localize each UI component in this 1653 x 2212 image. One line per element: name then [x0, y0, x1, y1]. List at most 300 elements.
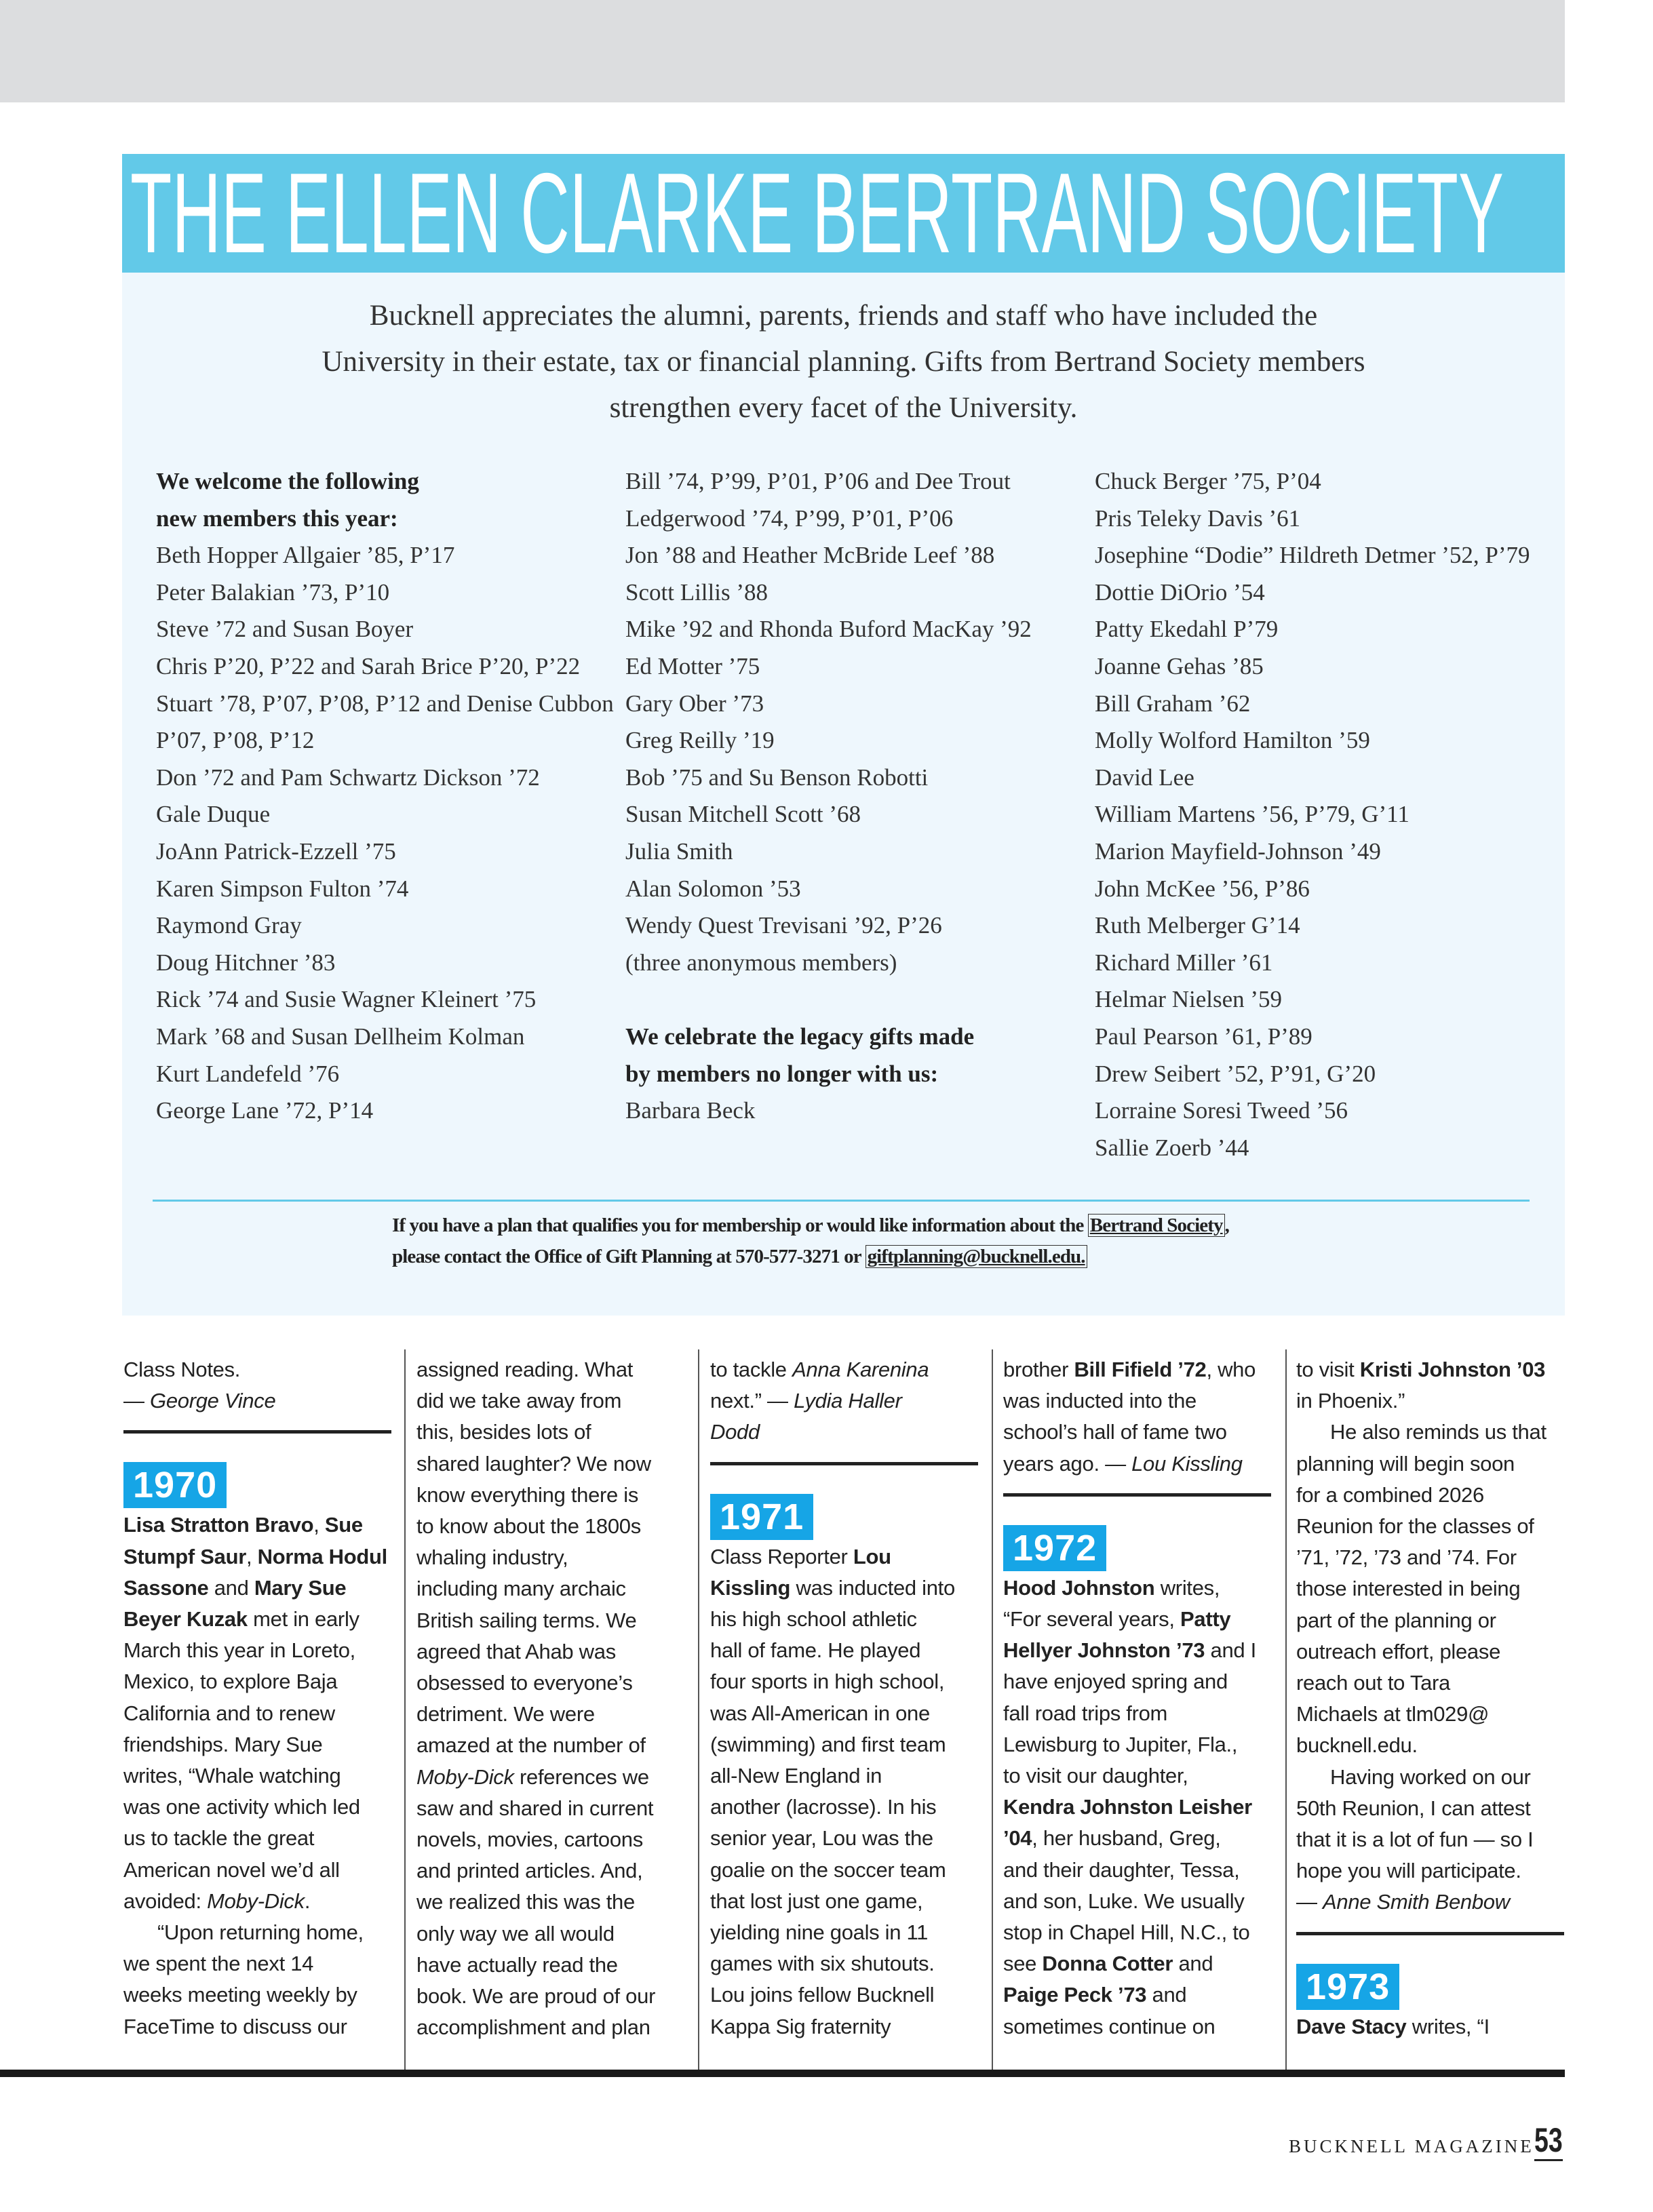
name-bold: ’04 [1003, 1826, 1032, 1851]
section-rule [710, 1462, 978, 1465]
text: (swimming) and first team [710, 1732, 946, 1756]
text: this, besides lots of [416, 1420, 591, 1444]
member-name: Ruth Melberger G’14 [1095, 912, 1300, 939]
note-line [416, 1918, 688, 1950]
note-line [416, 1793, 688, 1824]
note-line [1003, 1666, 1275, 1697]
class-year-heading [710, 1494, 981, 1541]
note-line [710, 1979, 981, 2011]
section-rule [1296, 1932, 1564, 1935]
members-heading: new members this year: [156, 505, 398, 532]
contact-line-1 [392, 1210, 1229, 1241]
text: American novel we’d all [123, 1857, 340, 1882]
text: Class Reporter [710, 1544, 853, 1568]
name-bold: Lou [853, 1544, 891, 1568]
member-name: JoAnn Patrick-Ezzell ’75 [156, 837, 396, 865]
text: “Upon returning home, [157, 1920, 364, 1945]
section-rule [1003, 1493, 1271, 1497]
text-italic: Moby-Dick [416, 1764, 514, 1789]
note-line [123, 1354, 395, 1385]
text: and [1146, 1983, 1187, 2007]
note-line [710, 1760, 981, 1792]
note-line [1003, 1417, 1275, 1448]
title-banner [122, 154, 1565, 273]
note-line [710, 1635, 981, 1666]
text: have actually read the [416, 1952, 618, 1977]
text: assigned reading. What [416, 1358, 634, 1381]
text: part of the planning or [1296, 1608, 1496, 1632]
note-line [710, 1541, 981, 1573]
member-name: Drew Seibert ’52, P’91, G’20 [1095, 1060, 1376, 1087]
note-line [1003, 1573, 1275, 1604]
note-line [123, 1917, 395, 1948]
note-line [123, 1573, 395, 1604]
members-column-2 [625, 463, 1032, 1130]
text: hope you will participate. [1296, 1859, 1521, 1883]
section-divider [153, 1200, 1530, 1202]
note-line [416, 1730, 688, 1761]
note-line [416, 1354, 688, 1385]
text: planning will begin soon [1296, 1451, 1515, 1476]
member-name: Bill ’74, P’99, P’01, P’06 and Dee Trout [625, 468, 1011, 494]
name-bold: Mary Sue [254, 1575, 347, 1600]
text-italic: Anne Smith Benbow [1323, 1890, 1510, 1914]
name-bold: Hellyer Johnston ’73 [1003, 1638, 1205, 1663]
note-line [1003, 1917, 1275, 1948]
name-bold: Patty [1180, 1607, 1231, 1632]
contact-line-2 [392, 1241, 1229, 1272]
note-line [1296, 1699, 1568, 1730]
class-year-badge: 1973 [1296, 1964, 1399, 2010]
text: for a combined 2026 [1296, 1482, 1484, 1507]
member-name: Bob ’75 and Su Benson Robotti [625, 764, 929, 791]
text: was inducted into [790, 1575, 955, 1600]
note-line [123, 1385, 395, 1417]
member-name: Joanne Gehas ’85 [1095, 652, 1264, 679]
note-line [710, 1917, 981, 1948]
contact-info [392, 1210, 1229, 1272]
note-line [416, 1667, 688, 1699]
member-name: Pris Teleky Davis ’61 [1095, 505, 1301, 532]
class-year-heading [123, 1462, 395, 1509]
text: goalie on the soccer team [710, 1857, 946, 1882]
text: agreed that Ahab was [416, 1639, 616, 1663]
member-name: Gary Ober ’73 [625, 690, 764, 717]
class-notes-column-2 [416, 1354, 688, 2043]
text: sometimes continue on [1003, 2014, 1216, 2038]
member-name: Scott Lillis ’88 [625, 578, 768, 606]
text-italic: Lou Kissling [1131, 1451, 1243, 1476]
note-line [416, 1542, 688, 1573]
text: amazed at the number of [416, 1733, 646, 1758]
text: senior year, Lou was the [710, 1826, 933, 1851]
text: , [313, 1513, 325, 1537]
text: Reunion for the classes of [1296, 1514, 1534, 1539]
text: — [1296, 1890, 1323, 1914]
text: Mexico, to explore Baja [123, 1670, 338, 1694]
class-year-heading [1296, 1964, 1568, 2011]
text: . [304, 1889, 311, 1913]
text: outreach effort, please [1296, 1639, 1501, 1663]
text: have enjoyed spring and [1003, 1670, 1228, 1694]
member-name: Jon ’88 and Heather McBride Leef ’88 [625, 542, 995, 569]
text: British sailing terms. We [416, 1608, 637, 1632]
text: bucknell.edu. [1296, 1733, 1418, 1758]
text: all-New England in [710, 1764, 882, 1788]
text-italic: George Vince [150, 1389, 276, 1413]
text: , [246, 1544, 258, 1568]
member-name: Wendy Quest Trevisani ’92, P’26 [625, 912, 942, 939]
note-line [1296, 1511, 1568, 1542]
name-bold: Lisa Stratton Bravo [123, 1513, 314, 1537]
note-line [123, 1823, 395, 1854]
note-line [1003, 1760, 1275, 1792]
note-line [710, 1886, 981, 1917]
text: and I [1205, 1638, 1256, 1663]
text: weeks meeting weekly by [123, 1983, 357, 2007]
text: detriment. We were [416, 1702, 595, 1726]
note-line [416, 1511, 688, 1542]
members-heading: by members no longer with us: [625, 1060, 939, 1087]
name-bold: Beyer Kuzak [123, 1607, 248, 1632]
note-line [1003, 1729, 1275, 1760]
note-line [710, 1573, 981, 1604]
note-line [123, 1855, 395, 1886]
member-name: Beth Hopper Allgaier ’85, P’17 [156, 542, 455, 569]
text: hall of fame. He played [710, 1638, 921, 1663]
note-line [1003, 1823, 1275, 1854]
note-line [1296, 1855, 1568, 1887]
text: Lou joins fellow Bucknell [710, 1983, 935, 2007]
member-name: Helmar Nielsen ’59 [1095, 986, 1283, 1013]
note-line [1296, 1354, 1568, 1385]
member-name: Molly Wolford Hamilton ’59 [1095, 727, 1370, 754]
note-line [710, 1823, 981, 1854]
text: Michaels at tlm029@ [1296, 1702, 1490, 1726]
bertrand-society-link[interactable]: Bertrand Society [1088, 1214, 1225, 1237]
note-line [416, 1417, 688, 1448]
note-line [710, 1417, 981, 1448]
text: writes, “I [1406, 2014, 1490, 2038]
text: was inducted into the [1003, 1389, 1197, 1413]
note-line [416, 1824, 688, 1855]
text: avoided: [123, 1889, 208, 1913]
text: whaling industry, [416, 1545, 568, 1570]
note-line [416, 1762, 688, 1793]
note-line [1003, 1792, 1275, 1823]
name-bold: Sassone [123, 1575, 209, 1600]
title-svg [122, 154, 1565, 273]
member-name: Josephine “Dodie” Hildreth Detmer ’52, P’79 [1095, 542, 1530, 569]
note-line [123, 1604, 395, 1635]
note-line [416, 2012, 688, 2043]
text-italic: Lydia Haller [794, 1389, 902, 1413]
magazine-name: BUCKNELL MAGAZINE [1289, 2136, 1534, 2156]
note-line [1003, 1855, 1275, 1886]
text: Kappa Sig fraternity [710, 2014, 891, 2038]
text: California and to renew [123, 1701, 335, 1725]
spacer [625, 981, 1032, 1019]
note-line [1296, 1887, 1568, 1918]
name-bold: Stumpf Saur [123, 1544, 246, 1568]
note-line [123, 1509, 395, 1541]
text: March this year in Loreto, [123, 1638, 355, 1663]
class-notes-column-3 [710, 1354, 981, 2042]
note-line [1003, 1385, 1275, 1417]
text: obsessed to everyone’s [416, 1671, 633, 1695]
text: met in early [247, 1607, 359, 1632]
text: we realized this was the [416, 1890, 635, 1914]
note-line [1003, 1604, 1275, 1635]
text: Lewisburg to Jupiter, Fla., [1003, 1732, 1238, 1756]
text: school’s hall of fame two [1003, 1420, 1227, 1444]
note-line [1003, 1698, 1275, 1729]
page-number: 53 [1534, 2121, 1563, 2161]
member-name: Chris P’20, P’22 and Sarah Brice P’20, P’22 [156, 652, 581, 679]
note-line [1296, 1573, 1568, 1604]
text: to tackle [710, 1358, 793, 1381]
note-line [710, 1604, 981, 1635]
class-year-badge: 1971 [710, 1494, 813, 1540]
note-line [710, 1666, 981, 1697]
class-notes-column-5 [1296, 1354, 1568, 2042]
section-rule [123, 1430, 391, 1434]
note-line [416, 1887, 688, 1918]
name-bold: Donna Cotter [1042, 1952, 1173, 1976]
text: to visit [1296, 1358, 1360, 1381]
class-notes-column-4 [1003, 1354, 1275, 2042]
note-line [1296, 1448, 1568, 1480]
name-bold: Kendra Johnston Leisher [1003, 1795, 1252, 1819]
note-line [416, 1605, 688, 1636]
note-line [123, 1541, 395, 1573]
text: games with six shutouts. [710, 1952, 935, 1976]
member-name: John McKee ’56, P’86 [1095, 875, 1310, 902]
member-name: Raymond Gray [156, 912, 302, 939]
note-line [1296, 1824, 1568, 1855]
note-line [710, 1729, 981, 1760]
text: and son, Luke. We usually [1003, 1889, 1245, 1913]
intro-line: Bucknell appreciates the alumni, parents, friends and staff who have included the [369, 300, 1318, 332]
text: and [208, 1575, 254, 1600]
note-line [1003, 1354, 1275, 1385]
note-line [416, 1636, 688, 1667]
name-bold: Paige Peck ’73 [1003, 1983, 1147, 2007]
note-line [123, 1760, 395, 1792]
text: book. We are proud of our [416, 1984, 656, 2009]
note-line [416, 1950, 688, 1981]
note-line [1003, 1979, 1275, 2011]
text: see [1003, 1952, 1043, 1976]
text: yielding nine goals in 11 [710, 1920, 929, 1945]
text: those interested in being [1296, 1577, 1521, 1601]
top-gray-band [0, 0, 1565, 102]
text: fall road trips from [1003, 1701, 1168, 1725]
class-notes-column-1 [123, 1354, 395, 2042]
name-bold: Sue [324, 1513, 363, 1537]
text: friendships. Mary Sue [123, 1732, 323, 1756]
member-name: Ledgerwood ’74, P’99, P’01, P’06 [625, 505, 954, 532]
text-italic: Anna Karenina [792, 1358, 929, 1381]
class-year-heading [1003, 1525, 1275, 1573]
text-italic: Moby-Dick [207, 1889, 305, 1913]
member-name: David Lee [1095, 764, 1194, 791]
member-name: Alan Solomon ’53 [625, 875, 801, 902]
member-name: William Martens ’56, P’79, G’11 [1095, 801, 1409, 828]
class-year-badge: 1972 [1003, 1525, 1106, 1571]
note-line [710, 1385, 981, 1417]
member-name: Barbara Beck [625, 1097, 756, 1124]
member-name: Kurt Landefeld ’76 [156, 1060, 340, 1087]
intro-text [122, 293, 1565, 431]
text: next.” — [710, 1389, 794, 1413]
member-name: Karen Simpson Fulton ’74 [156, 875, 409, 902]
text: “For several years, [1003, 1607, 1181, 1632]
text: that it is a lot of fun — so I [1296, 1828, 1534, 1852]
page-title: THE ELLEN CLARKE BERTRAND SOCIETY [130, 154, 1504, 273]
text: 50th Reunion, I can attest [1296, 1796, 1531, 1820]
note-line [123, 1666, 395, 1697]
note-line [1296, 1793, 1568, 1824]
text: writes, [1154, 1575, 1220, 1600]
column-rule [404, 1349, 406, 2072]
name-bold: Bill Fifield ’72 [1074, 1358, 1207, 1381]
member-name: Stuart ’78, P’07, P’08, P’12 and Denise Cubbon [156, 690, 614, 717]
text: stop in Chapel Hill, N.C., to [1003, 1920, 1250, 1945]
text: we spent the next 14 [123, 1952, 314, 1976]
text: and printed articles. And, [416, 1859, 643, 1883]
member-name: Julia Smith [625, 837, 733, 865]
note-line [1003, 2011, 1275, 2042]
text: saw and shared in current [416, 1796, 654, 1820]
note-line [1296, 1636, 1568, 1667]
member-name: Dottie DiOrio ’54 [1095, 578, 1265, 606]
text: did we take away from [416, 1389, 622, 1413]
member-name: Doug Hitchner ’83 [156, 949, 336, 976]
note-line [1296, 1417, 1568, 1448]
contact-text: please contact the Office of Gift Planning at 570-577-3271 or [392, 1246, 866, 1267]
column-rule [992, 1349, 993, 2072]
note-line [416, 1448, 688, 1480]
text: brother [1003, 1358, 1074, 1381]
text: only way we all would [416, 1921, 615, 1946]
text: know everything there is [416, 1482, 639, 1507]
note-line [123, 1979, 395, 2011]
member-name: Lorraine Soresi Tweed ’56 [1095, 1097, 1348, 1124]
note-line [1296, 2011, 1568, 2042]
text: to know about the 1800s [416, 1514, 641, 1539]
text: and their daughter, Tessa, [1003, 1857, 1240, 1882]
note-line [1003, 1448, 1275, 1480]
member-name: Greg Reilly ’19 [625, 727, 775, 754]
text: Class Notes. [123, 1358, 241, 1381]
note-line [1296, 1385, 1568, 1417]
column-rule [1285, 1349, 1287, 2072]
note-line [416, 1981, 688, 2012]
member-name: Marion Mayfield-Johnson ’49 [1095, 837, 1381, 865]
text: ’71, ’72, ’73 and ’74. For [1296, 1545, 1517, 1570]
member-name: (three anonymous members) [625, 949, 897, 976]
note-line [710, 1948, 981, 1979]
note-line [1003, 1886, 1275, 1917]
members-column-1 [156, 463, 614, 1130]
text: was one activity which led [123, 1795, 360, 1819]
note-line [1296, 1667, 1568, 1699]
member-name: Patty Ekedahl P’79 [1095, 616, 1279, 643]
intro-line: strengthen every facet of the University. [609, 392, 1078, 424]
note-line [123, 2011, 395, 2042]
note-line [123, 1635, 395, 1666]
note-line [710, 1354, 981, 1385]
bottom-rule [0, 2070, 1565, 2077]
note-line [710, 1698, 981, 1729]
note-line [416, 1573, 688, 1604]
note-line [1296, 1762, 1568, 1793]
text: novels, movies, cartoons [416, 1828, 643, 1852]
note-line [1296, 1730, 1568, 1761]
member-name: Sallie Zoerb ’44 [1095, 1134, 1249, 1161]
column-rule [698, 1349, 699, 2072]
text: FaceTime to discuss our [123, 2014, 347, 2038]
member-name: Mark ’68 and Susan Dellheim Kolman [156, 1023, 525, 1050]
text: us to tackle the great [123, 1826, 315, 1851]
member-name: Don ’72 and Pam Schwartz Dickson ’72 [156, 764, 540, 791]
note-line [1296, 1480, 1568, 1511]
text: four sports in high school, [710, 1670, 945, 1694]
text: in Phoenix.” [1296, 1389, 1405, 1413]
text: accomplishment and plan [416, 2015, 650, 2040]
note-line [123, 1698, 395, 1729]
member-name: Susan Mitchell Scott ’68 [625, 801, 861, 828]
text: He also reminds us that [1330, 1420, 1547, 1444]
text: including many archaic [416, 1577, 626, 1601]
member-name: Steve ’72 and Susan Boyer [156, 616, 414, 643]
contact-text: , [1224, 1214, 1229, 1236]
name-bold: Kissling [710, 1575, 791, 1600]
email-link[interactable]: giftplanning@bucknell.edu. [866, 1245, 1087, 1268]
text: to visit our daughter, [1003, 1764, 1188, 1788]
text: and [1173, 1952, 1213, 1976]
note-line [1296, 1605, 1568, 1636]
text: reach out to Tara [1296, 1671, 1450, 1695]
intro-line: University in their estate, tax or financial planning. Gifts from Bertrand Society members [322, 346, 1365, 378]
note-line [1003, 1635, 1275, 1666]
note-line [1003, 1948, 1275, 1979]
member-name: Mike ’92 and Rhonda Buford MacKay ’92 [625, 616, 1032, 643]
member-name: Paul Pearson ’61, P’89 [1095, 1023, 1312, 1050]
note-line [123, 1792, 395, 1823]
text: Having worked on our [1330, 1764, 1531, 1789]
note-line [123, 1948, 395, 1979]
text: shared laughter? We now [416, 1451, 651, 1476]
member-name: Bill Graham ’62 [1095, 690, 1251, 717]
contact-text: If you have a plan that qualifies you for membership or would like information about the [392, 1214, 1088, 1236]
member-name: Ed Motter ’75 [625, 652, 760, 679]
members-heading: We welcome the following [156, 468, 419, 494]
text-italic: Dodd [710, 1420, 760, 1444]
name-bold: Dave Stacy [1296, 2014, 1407, 2038]
note-line [1296, 1542, 1568, 1573]
text: , her husband, Greg, [1032, 1826, 1221, 1851]
member-name: P’07, P’08, P’12 [156, 727, 315, 754]
members-heading: We celebrate the legacy gifts made [625, 1023, 975, 1050]
text: that lost just one game, [710, 1889, 923, 1913]
note-line [416, 1385, 688, 1417]
text: — [123, 1389, 151, 1413]
text: writes, “Whale watching [123, 1764, 341, 1788]
text: , who [1206, 1358, 1256, 1381]
name-bold: Norma Hodul [257, 1544, 387, 1568]
